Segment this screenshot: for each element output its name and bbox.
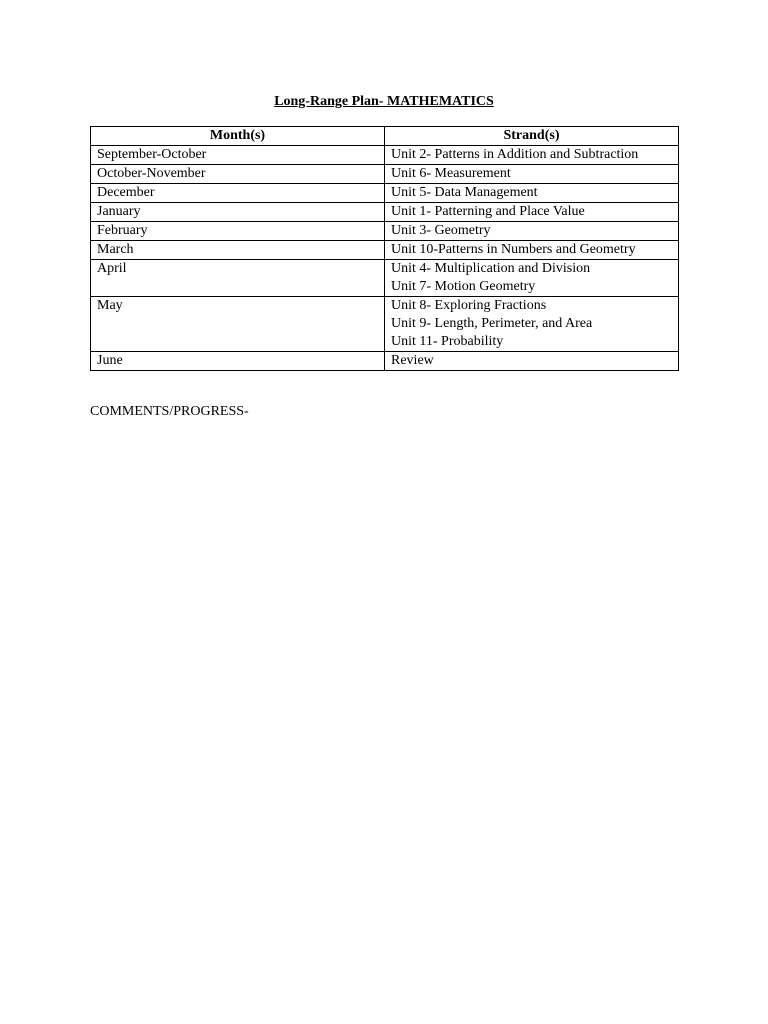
table-row: [91, 184, 679, 203]
strand-line: Unit 1- Patterning and Place Value: [391, 204, 585, 219]
table-row: [91, 165, 679, 184]
month-cell: May: [91, 297, 385, 352]
strand-line: Unit 6- Measurement: [391, 166, 511, 181]
strand-cell: [385, 297, 679, 352]
strand-cell: [385, 352, 679, 371]
table-row: [91, 352, 679, 371]
column-header-strands: Strand(s): [385, 127, 679, 146]
strand-line: Unit 10-Patterns in Numbers and Geometry: [391, 242, 636, 257]
month-cell: March: [91, 241, 385, 260]
strand-cell: [385, 222, 679, 241]
month-cell: December: [91, 184, 385, 203]
strand-cell: [385, 241, 679, 260]
strand-line: Unit 3- Geometry: [391, 223, 491, 238]
month-cell: October-November: [91, 165, 385, 184]
comments-progress-label: COMMENTS/PROGRESS-: [90, 404, 249, 419]
table-row: [91, 241, 679, 260]
strand-line: Unit 5- Data Management: [391, 185, 538, 200]
table-row: [91, 203, 679, 222]
strand-line: Unit 9- Length, Perimeter, and Area: [391, 316, 593, 331]
strand-line: Unit 2- Patterns in Addition and Subtraction: [391, 147, 639, 162]
strand-cell: [385, 184, 679, 203]
table-row: [91, 222, 679, 241]
table-header-row: [91, 127, 679, 146]
strand-line: Unit 11- Probability: [391, 334, 504, 349]
table-row: [91, 260, 679, 297]
table-row: [91, 146, 679, 165]
strand-cell: [385, 203, 679, 222]
long-range-plan-table: [90, 126, 679, 371]
strand-line: Review: [391, 353, 434, 368]
page-title: Long-Range Plan- MATHEMATICS: [274, 94, 494, 109]
month-cell: January: [91, 203, 385, 222]
month-cell: June: [91, 352, 385, 371]
strand-cell: [385, 260, 679, 297]
month-cell: April: [91, 260, 385, 297]
table-row: [91, 297, 679, 352]
month-cell: February: [91, 222, 385, 241]
strand-line: Unit 7- Motion Geometry: [391, 279, 536, 294]
strand-line: Unit 4- Multiplication and Division: [391, 261, 591, 276]
strand-line: Unit 8- Exploring Fractions: [391, 298, 547, 313]
column-header-months: Month(s): [91, 127, 385, 146]
strand-cell: [385, 165, 679, 184]
month-cell: September-October: [91, 146, 385, 165]
strand-cell: [385, 146, 679, 165]
